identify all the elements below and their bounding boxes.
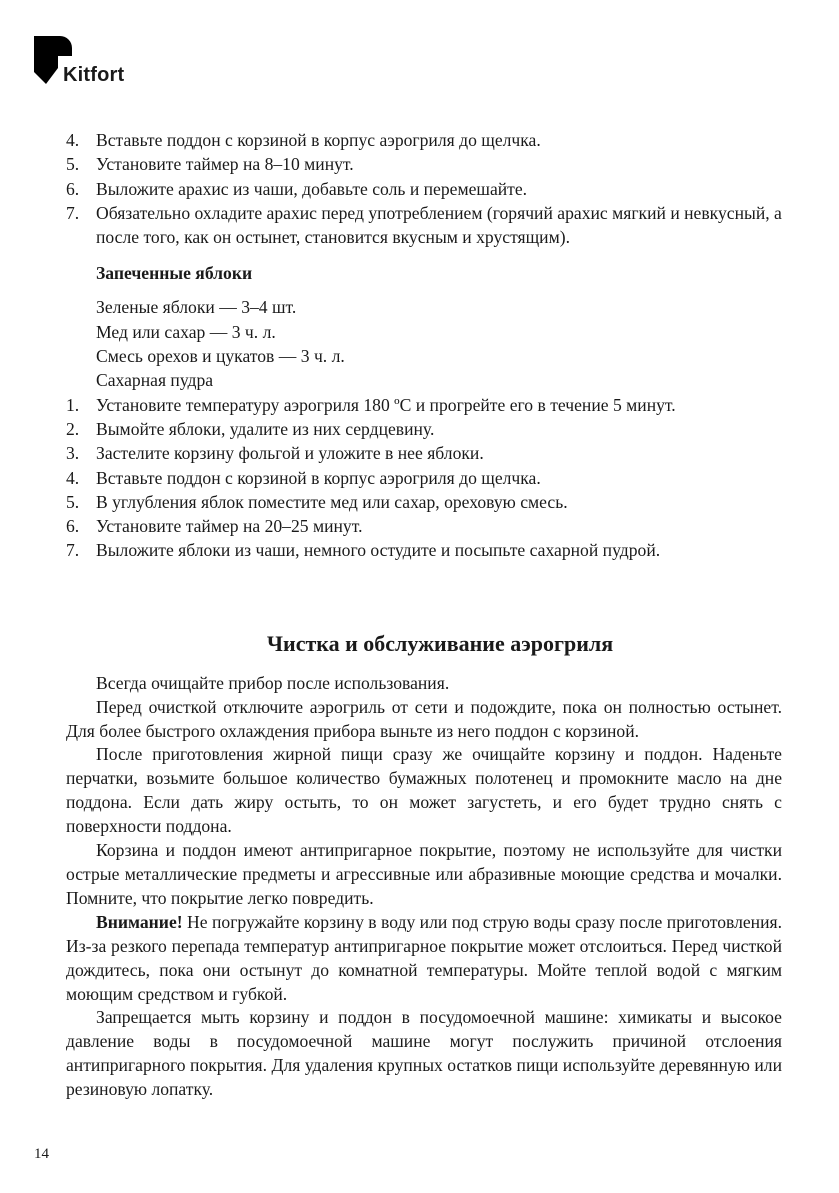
paragraph: После приготовления жирной пищи сразу же очищайте корзину и поддон. Наденьте перчатки, возьмите большое количество бумажных полотенец и промокните масло на дне поддона. Если дать жиру остыть, то он может загустеть, и его будет трудно снять с поверхности поддона. [66, 744, 782, 837]
step-text: Вставьте поддон с корзиной в корпус аэрогриля до щелчка. [96, 130, 541, 150]
recipe-title: Запеченные яблоки [96, 263, 253, 284]
section-title: Чистка и обслуживание аэрогриля [266, 630, 614, 656]
step-text: Застелите корзину фольгой и уложите в нее яблоки. [96, 443, 484, 464]
step-text: Установите таймер на 8–10 минут. [96, 154, 354, 175]
paragraph: Запрещается мыть корзину и поддон в посудомоечной машине: химикаты и высокое давление воды в посудомоечной машине могут послужить причиной отслоения антипригарного покрытия. Для удаления крупных остатков пищи используйте деревянную или резиновую лопатку. [66, 1007, 782, 1100]
step-text: Вставьте поддон с корзиной в корпус аэрогриля до щелчка. [96, 467, 541, 488]
step-number: 5. [66, 491, 80, 512]
list-item [66, 514, 782, 538]
list-item [66, 490, 782, 514]
step-number: 7. [66, 202, 80, 223]
warning-text: Не погружайте корзину в воду или под струю воды сразу после приготовления. Из-за резкого перепада температур антипригарное покрытие может отслоиться. Перед чисткой дождитесь, пока они остынут до комнатной температуры. Мойте теплой водой с мягким моющим средством и губкой. [66, 911, 782, 1004]
ingredient-item: Сахарная пудра [96, 370, 214, 391]
step-number: 5. [66, 154, 80, 175]
step-text: Обязательно охладите арахис перед употреблением (горячий арахис мягкий и невкусный, а после того, как он остынет, становится вкусным и хрустящим). [96, 202, 782, 248]
step-number: 2. [66, 418, 80, 439]
warning-label: Внимание! [96, 911, 183, 932]
step-number: 6. [66, 178, 80, 199]
list-item [66, 538, 782, 562]
brand-name: Kitfort [63, 64, 125, 86]
step-text: Вымойте яблоки, удалите из них сердцевину. [96, 418, 435, 439]
step-number: 7. [66, 540, 80, 561]
step-number: 4. [66, 467, 80, 488]
list-item [66, 466, 782, 490]
page-content [66, 128, 782, 1102]
ingredients-list [96, 295, 782, 392]
steps-list-continued [66, 128, 782, 249]
step-number: 3. [66, 443, 80, 464]
step-number: 4. [66, 130, 80, 150]
cleaning-body [66, 672, 782, 1102]
paragraph: Корзина и поддон имеют антипригарное покрытие, поэтому не используйте для чистки острые металлические предметы и агрессивные или абразивные моющие средства и мочалки. Помните, что покрытие легко повредить. [66, 840, 782, 908]
step-text: Выложите арахис из чаши, добавьте соль и перемешайте. [96, 178, 528, 199]
list-item [66, 128, 782, 152]
paragraph: Перед очисткой отключите аэрогриль от сети и подождите, пока он полностью остынет. Для более быстрого охлаждения прибора выньте из него поддон с корзиной. [66, 696, 782, 741]
step-text: В углубления яблок поместите мед или сахар, ореховую смесь. [96, 491, 568, 512]
warning-paragraph [66, 911, 782, 1007]
ingredient-item: Смесь орехов и цукатов — 3 ч. л. [96, 346, 345, 367]
paragraph: Всегда очищайте прибор после использования. [96, 672, 450, 693]
step-text: Установите температуру аэрогриля 180 ºС и прогрейте его в течение 5 минут. [96, 394, 676, 415]
page-number: 14 [34, 1146, 49, 1162]
list-item [66, 441, 782, 465]
step-number: 6. [66, 516, 80, 537]
step-text: Установите таймер на 20–25 минут. [96, 516, 363, 537]
ingredient-item: Мед или сахар — 3 ч. л. [96, 321, 276, 342]
ingredient-item: Зеленые яблоки — 3–4 шт. [96, 297, 297, 318]
list-item [66, 393, 782, 417]
list-item [66, 417, 782, 441]
list-item [66, 201, 782, 250]
recipe-steps-list [66, 393, 782, 563]
step-text: Выложите яблоки из чаши, немного остудите и посыпьте сахарной пудрой. [96, 540, 661, 561]
list-item [66, 152, 782, 176]
list-item [66, 177, 782, 201]
step-number: 1. [66, 394, 80, 415]
